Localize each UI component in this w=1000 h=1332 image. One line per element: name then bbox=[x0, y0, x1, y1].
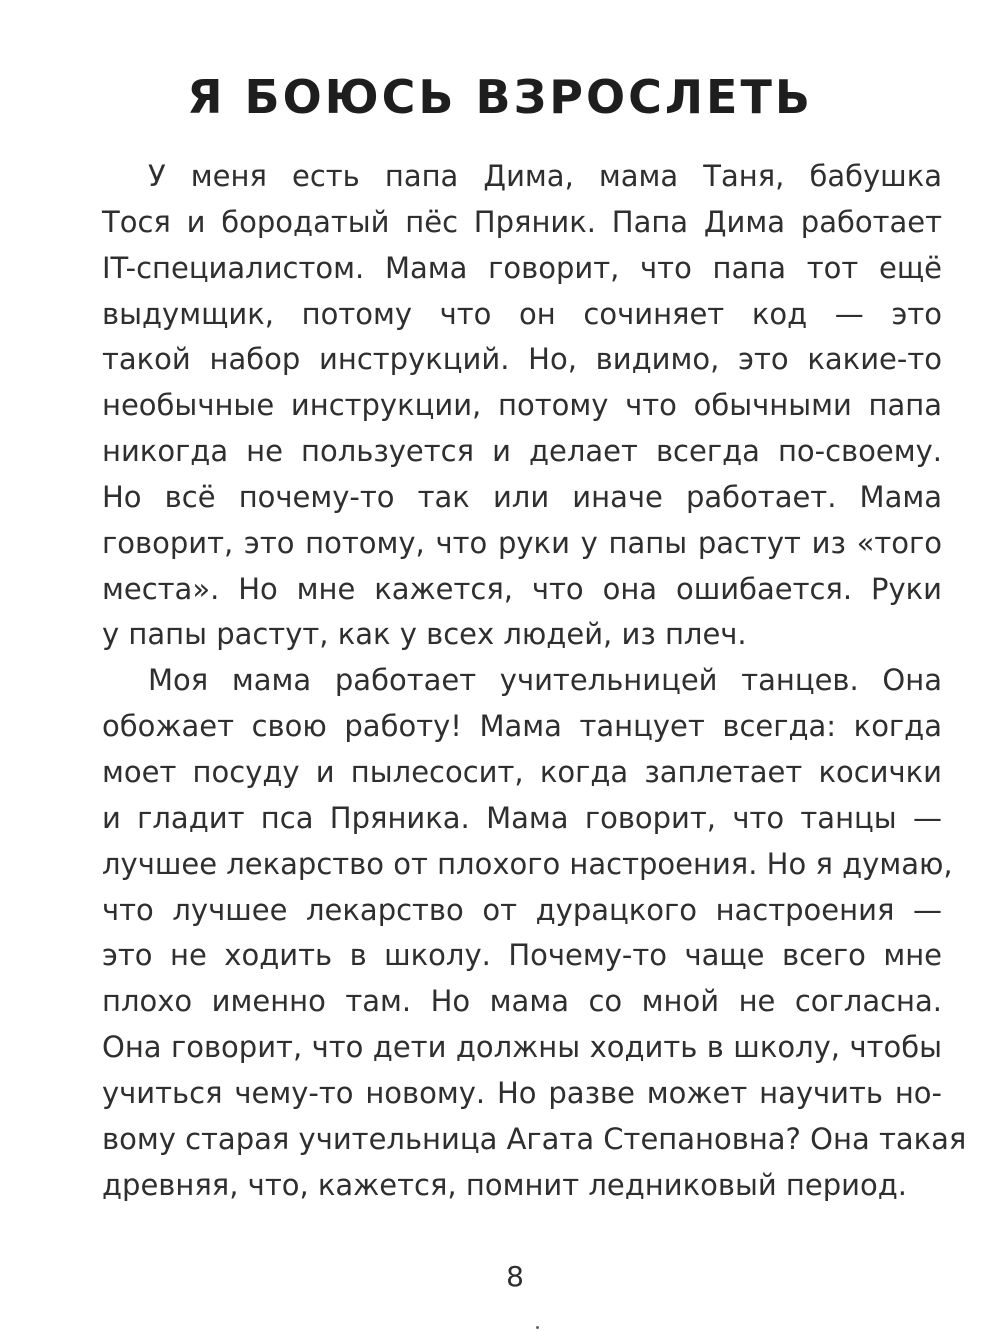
text-line: плохо именно там. Но мама со мной не согласна. bbox=[102, 984, 942, 1019]
text-line: Но всё почему-то так или иначе работает. Мама bbox=[102, 479, 942, 514]
text-line: древняя, что, кажется, помнит ледниковый период. bbox=[102, 1167, 907, 1202]
text-line: вому старая учительница Агата Степановна? Она такая bbox=[102, 1121, 967, 1156]
text-line: это не ходить в школу. Почему-то чаще всего мне bbox=[102, 938, 942, 973]
print-speck bbox=[536, 1326, 539, 1329]
text-line: IT-специалистом. Мама говорит, что папа тот ещё bbox=[102, 250, 942, 285]
text-line: обожает свою работу! Мама танцует всегда: когда bbox=[102, 709, 942, 744]
chapter-title: Я БОЮСЬ ВЗРОСЛЕТЬ bbox=[187, 70, 813, 124]
text-line: выдумщик, потому что он сочиняет код — это bbox=[102, 296, 942, 331]
text-line: и гладит пса Пряника. Мама говорит, что танцы — bbox=[102, 800, 942, 835]
text-line: лучшее лекарство от плохого настроения. Но я думаю, bbox=[102, 846, 953, 881]
text-line: что лучшее лекарство от дурацкого настроения — bbox=[102, 892, 942, 927]
page-number: 8 bbox=[506, 1260, 524, 1293]
text-line: Она говорит, что дети должны ходить в школу, чтобы bbox=[102, 1030, 942, 1065]
text-line: моет посуду и пылесосит, когда заплетает косички bbox=[102, 754, 942, 789]
text-line: говорит, это потому, что руки у папы растут из «того bbox=[102, 525, 942, 560]
text-line: такой набор инструкций. Но, видимо, это какие-то bbox=[102, 342, 942, 377]
text-line: никогда не пользуется и делает всегда по-своему. bbox=[102, 434, 942, 469]
text-line: Моя мама работает учительницей танцев. Она bbox=[148, 663, 942, 698]
text-line: учиться чему-то новому. Но разве может научить но- bbox=[102, 1075, 942, 1110]
text-line: У меня есть папа Дима, мама Таня, бабушка bbox=[148, 159, 942, 193]
text-line: у папы растут, как у всех людей, из плеч. bbox=[102, 617, 747, 652]
text-line: необычные инструкции, потому что обычными папа bbox=[102, 388, 942, 423]
body-text bbox=[102, 154, 967, 1208]
text-line: Тося и бородатый пёс Пряник. Папа Дима работает bbox=[102, 204, 942, 239]
text-line: места». Но мне кажется, что она ошибается. Руки bbox=[102, 571, 942, 606]
